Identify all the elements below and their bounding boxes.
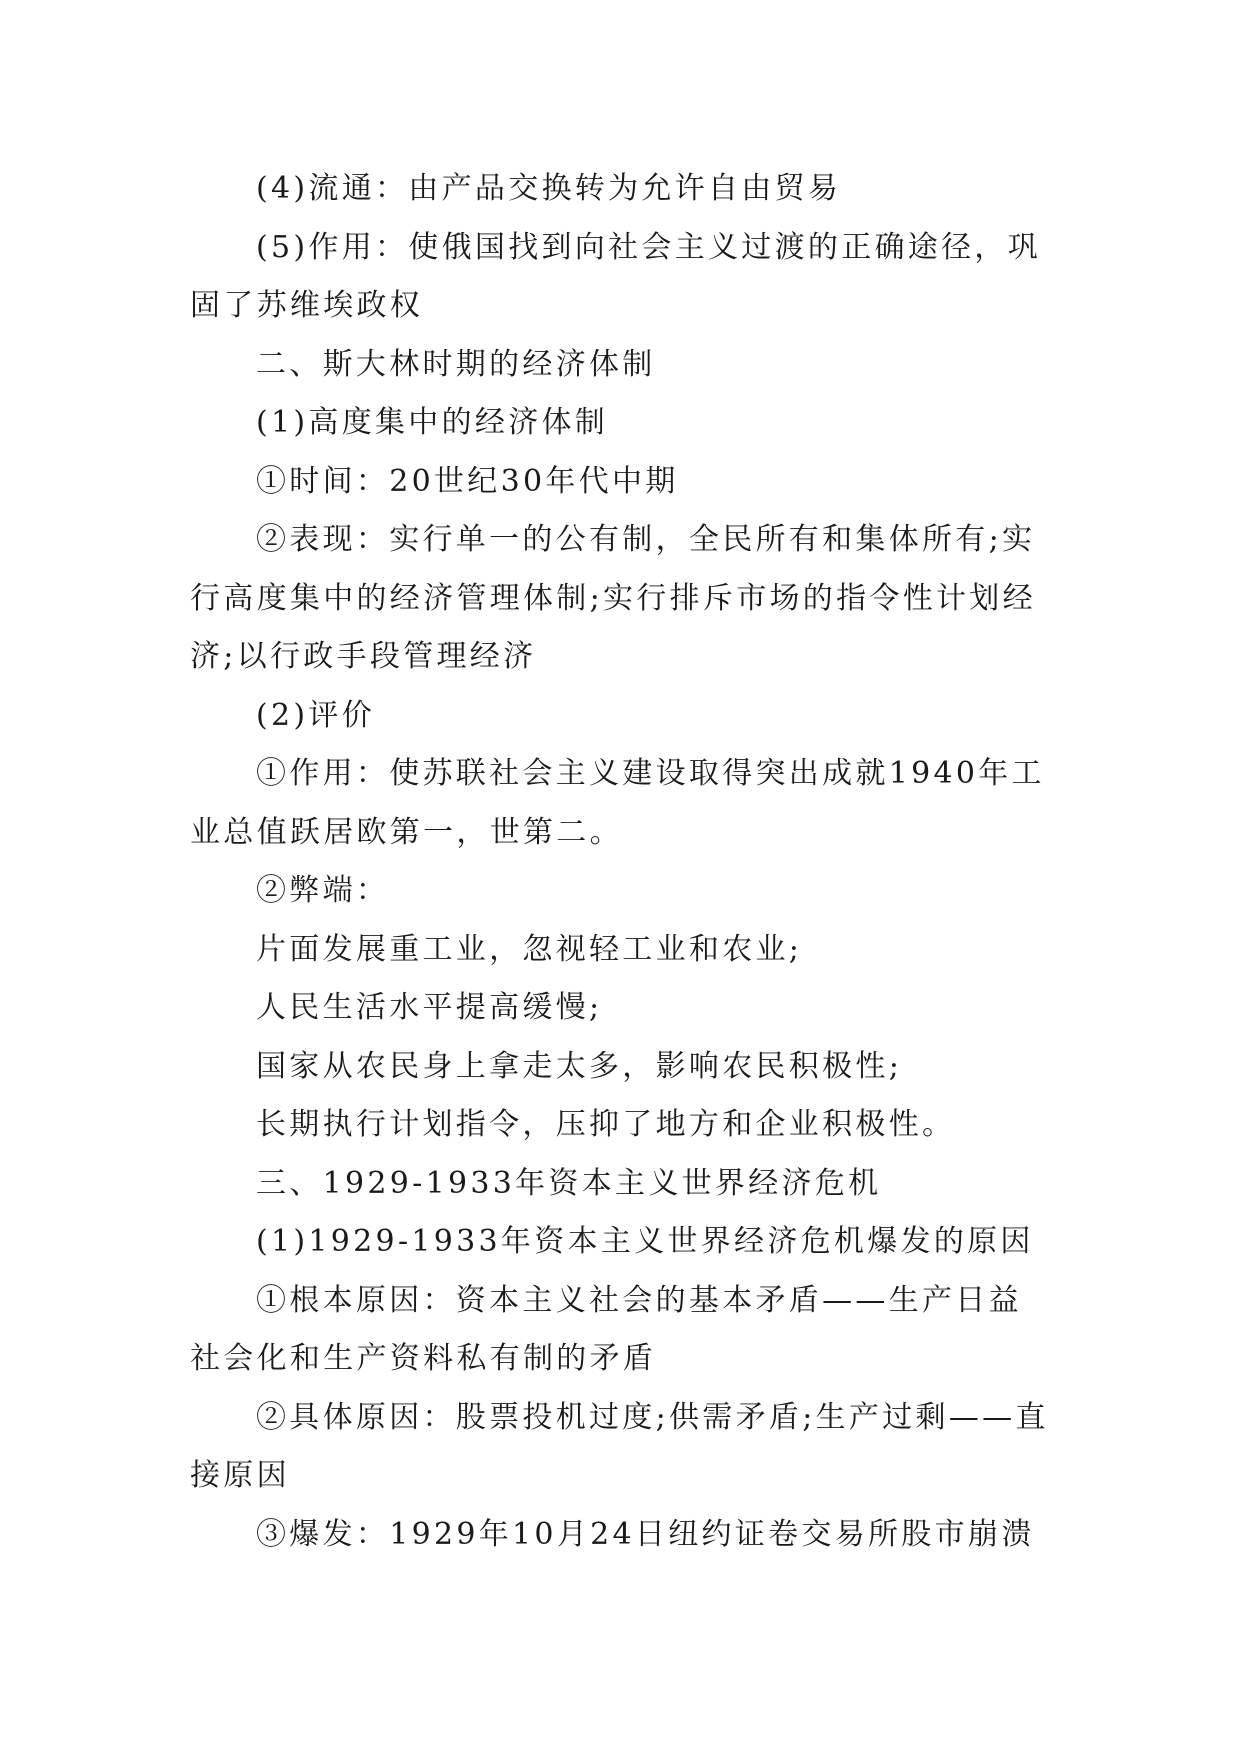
document-body (190, 160, 1050, 1564)
section-heading: 二、斯大林时期的经济体制 (256, 346, 656, 382)
paragraph: ②表现：实行单一的公有制，全民所有和集体所有;实行高度集中的经济管理体制;实行排斥市场的指令性计划经济;以行政手段管理经济 (190, 522, 1036, 674)
list-item: 人民生活水平提高缓慢; (256, 990, 603, 1025)
paragraph: (4)流通：由产品交换转为允许自由贸易 (256, 171, 842, 206)
paragraph: ①作用：使苏联社会主义建设取得突出成就1940年工业总值跃居欧第一，世第二。 (190, 756, 1045, 850)
subsection-heading: (1)1929-1933年资本主义世界经济危机爆发的原因 (256, 1224, 1034, 1259)
list-item: 长期执行计划指令，压抑了地方和企业积极性。 (256, 1107, 956, 1142)
paragraph: ①根本原因：资本主义社会的基本矛盾——生产日益社会化和生产资料私有制的矛盾 (190, 1282, 1022, 1376)
subsection-heading: (1)高度集中的经济体制 (256, 405, 609, 440)
subsection-heading: (2)评价 (256, 697, 375, 733)
list-item: 国家从农民身上拿走太多，影响农民积极性; (256, 1048, 903, 1084)
paragraph: ③爆发：1929年10月24日纽约证卷交易所股市崩溃 (256, 1516, 1035, 1552)
paragraph: ②具体原因：股票投机过度;供需矛盾;生产过剩——直接原因 (190, 1399, 1049, 1493)
paragraph: (5)作用：使俄国找到向社会主义过渡的正确途径，巩固了苏维埃政权 (190, 229, 1041, 323)
section-heading: 三、1929-1933年资本主义世界经济危机 (256, 1165, 882, 1201)
paragraph: ②弊端： (256, 873, 390, 908)
paragraph: ①时间：20世纪30年代中期 (256, 463, 679, 499)
list-item: 片面发展重工业，忽视轻工业和农业; (256, 931, 803, 967)
